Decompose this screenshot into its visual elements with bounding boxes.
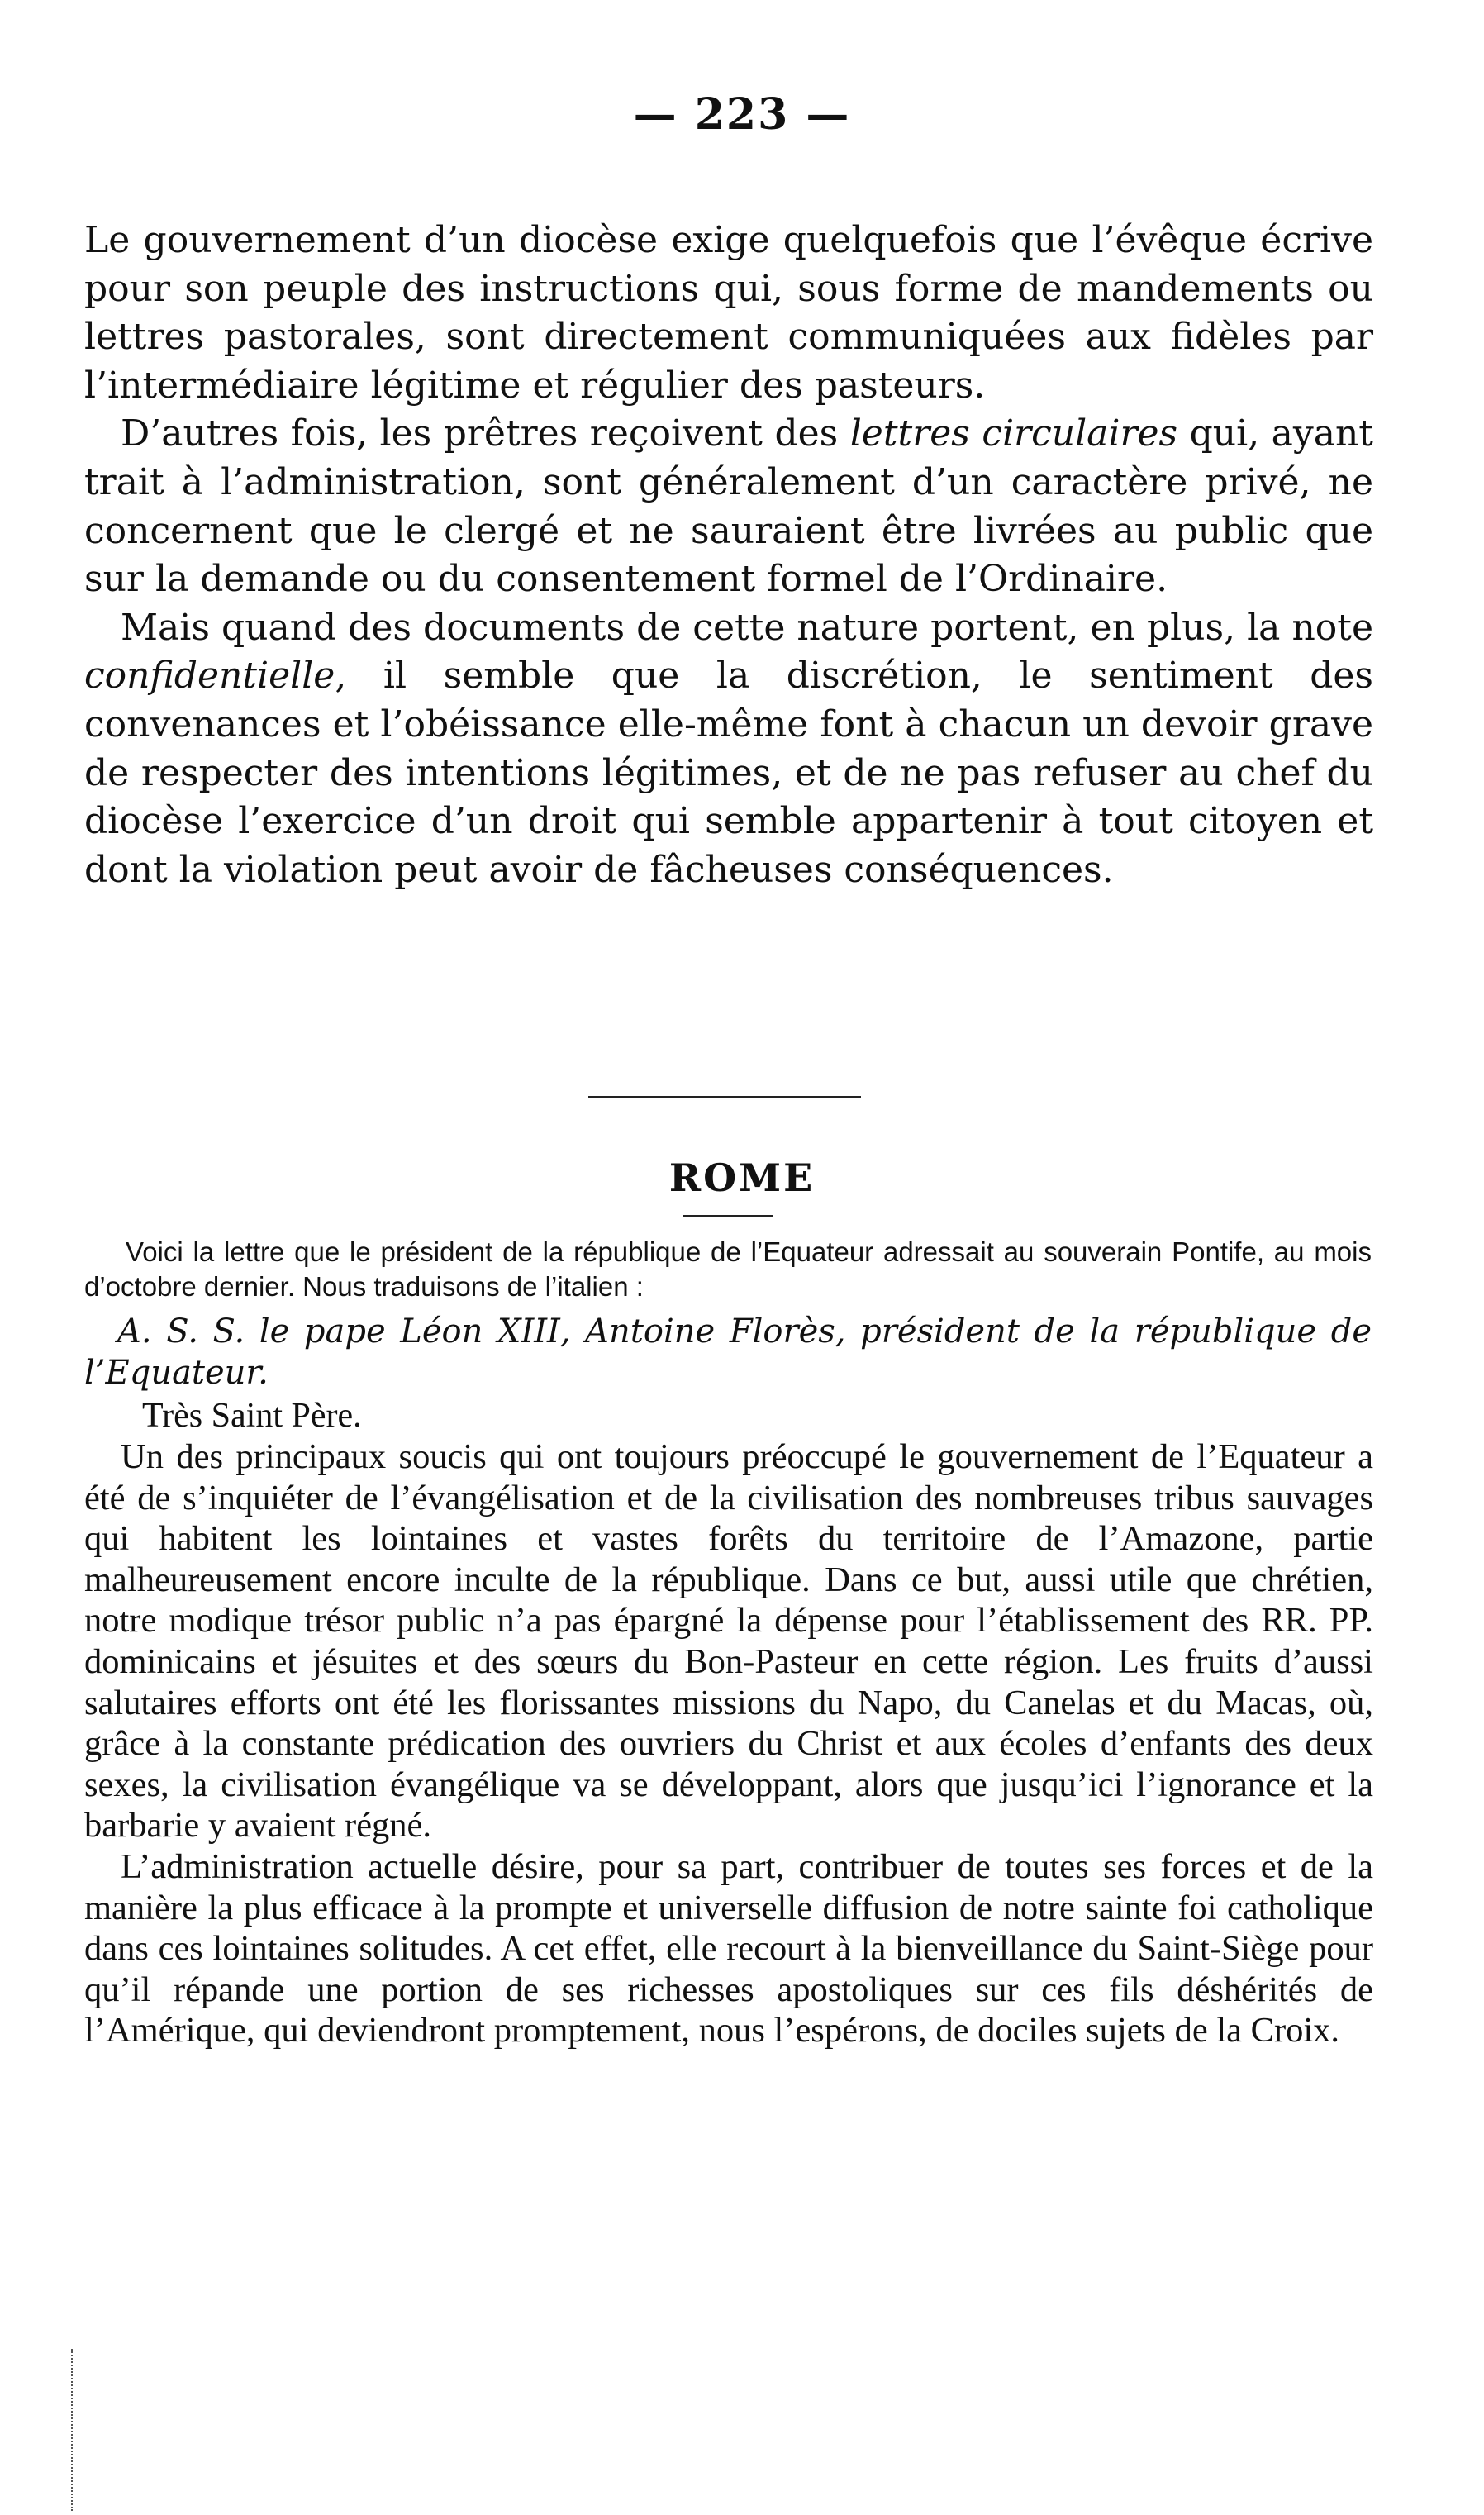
intro-paragraph: D’autres fois, les prêtres reçoivent des lettres circulaires qui, ayant trait à l’administration, sont généralement d’un caractère privé, ne concernent que le clergé et ne sauraient être livrées au public que sur la demande ou du consentement formel de l’Ordinaire.: [84, 412, 1373, 601]
intro-paragraph: Mais quand des documents de cette nature portent, en plus, la note confidentielle, il semble que la discrétion, le sentiment des convenances et l’obéissance elle-même font à chacun un devoir grave de respecter des intentions légitimes, et de ne pas refuser au chef du diocèse l’exercice d’un droit qui semble appartenir à tout citoyen et dont la violation peut avoir de fâcheuses conséquences.: [84, 606, 1373, 891]
letter-paragraph: Un des principaux soucis qui ont toujours préoccupé le gouvernement de l’Equateur a été de s’inquiéter de l’évangélisation et de la civilisation des nombreuses tribus sauvages qui habitent les lointaines et vastes forêts du territoire de l’Amazone, partie malheureusement encore inculte de la république. Dans ce but, aussi utile que chrétien, notre modique trésor public n’a pas épargné la dépense pour l’établissement des RR. PP. dominicains et jésuites et des sœurs du Bon-Pasteur en cette région. Les fruits d’aussi salutaires efforts ont été les florissantes missions du Napo, du Canelas et du Macas, où, grâce à la constante prédication des ouvriers du Christ et aux écoles d’enfants des deux sexes, la civilisation évangélique va se développant, alors que jusqu’ici l’ignorance et la barbarie y avaient régné.: [84, 1437, 1373, 1846]
letter-paragraph: L’administration actuelle désire, pour sa part, contribuer de toutes ses forces et de la manière la plus efficace à la prompte et universelle diffusion de notre sainte foi catholique dans ces lointaines solitudes. A cet effet, elle recourt à la bienveillance du Saint-Siège pour qu’il répande une portion de ses richesses apostoliques sur ces fils déshérités de l’Amérique, qui deviendront promptement, nous l’espérons, de dociles sujets de la Croix.: [84, 1846, 1373, 2051]
letter-body: [84, 1436, 1373, 2051]
emphasis-lettres-circulaires: lettres circulaires: [849, 412, 1178, 455]
letter-address: A. S. S. le pape Léon XIII, Antoine Florès, président de la république de l’Equateur.: [84, 1312, 1372, 1392]
title-underline: [683, 1215, 773, 1217]
letter-introduction: Voici la lettre que le président de la république de l’Equateur adressait au souverain Pontife, au mois d’octobre dernier. Nous traduisons de l’italien :: [84, 1236, 1372, 1302]
section-title: ROME: [668, 1155, 816, 1200]
margin-mark: [71, 2349, 73, 2511]
emphasis-confidentielle: confidentielle: [84, 655, 335, 698]
section-divider: [588, 1096, 861, 1098]
letter-salutation: Très Saint Père.: [142, 1397, 362, 1435]
intro-section: [84, 217, 1373, 894]
page-number: — 223 —: [633, 89, 851, 140]
intro-paragraph: Le gouvernement d’un diocèse exige quelquefois que l’évêque écrive pour son peuple des instructions qui, sous forme de mandements ou lettres pastorales, sont directement communiquées aux fidèles par l’intermédiaire légitime et régulier des pasteurs.: [84, 219, 1373, 407]
